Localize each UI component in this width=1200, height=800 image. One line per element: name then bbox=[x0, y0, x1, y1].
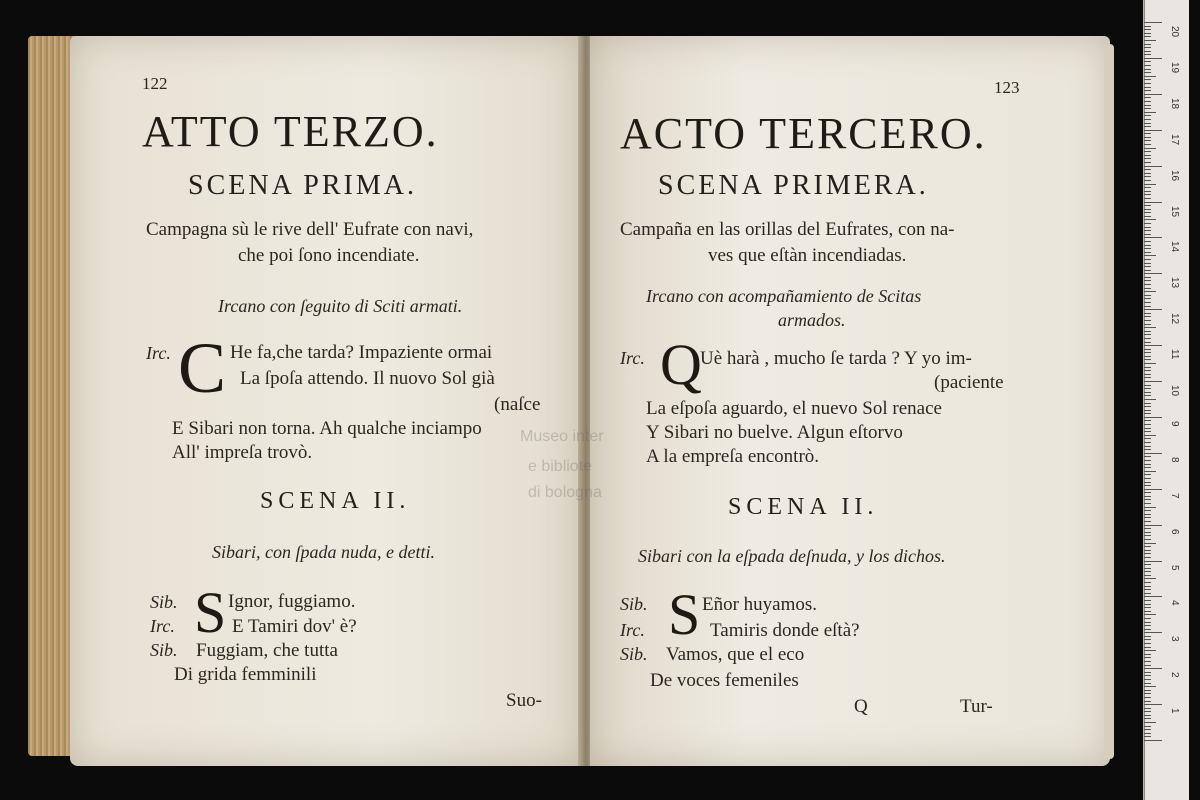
ruler-tick bbox=[1144, 69, 1151, 70]
ruler-tick bbox=[1144, 176, 1151, 177]
ruler-tick bbox=[1144, 352, 1151, 353]
ruler-tick bbox=[1144, 76, 1156, 77]
ruler-tick bbox=[1144, 442, 1151, 443]
ruler-tick bbox=[1144, 248, 1151, 249]
ruler-number: 11 bbox=[1169, 349, 1180, 360]
ruler-tick bbox=[1144, 496, 1151, 497]
ruler-tick bbox=[1144, 575, 1151, 576]
ruler-tick bbox=[1144, 449, 1151, 450]
ruler-tick bbox=[1144, 456, 1151, 457]
ruler-tick bbox=[1144, 33, 1151, 34]
ruler-tick bbox=[1144, 514, 1151, 515]
ruler-tick bbox=[1144, 79, 1151, 80]
ruler-tick bbox=[1144, 126, 1151, 127]
ruler-tick bbox=[1144, 718, 1151, 719]
ruler-tick bbox=[1144, 561, 1162, 562]
ruler-tick bbox=[1144, 263, 1151, 264]
ruler-tick bbox=[1144, 166, 1162, 167]
ruler-tick bbox=[1144, 654, 1151, 655]
ruler-tick bbox=[1144, 137, 1151, 138]
ruler-tick bbox=[1144, 47, 1151, 48]
ruler-tick bbox=[1144, 446, 1151, 447]
ruler-tick bbox=[1144, 130, 1162, 131]
verse-line: A la empreſa encontrò. bbox=[646, 446, 820, 467]
ruler-tick bbox=[1144, 36, 1151, 37]
measurement-ruler bbox=[1143, 0, 1189, 800]
ruler-tick bbox=[1144, 467, 1151, 468]
ruler-tick bbox=[1144, 668, 1162, 669]
ruler-tick bbox=[1144, 708, 1151, 709]
ruler-tick bbox=[1144, 406, 1151, 407]
ruler-edge bbox=[1144, 0, 1145, 800]
ruler-tick bbox=[1144, 568, 1151, 569]
ruler-tick bbox=[1144, 370, 1151, 371]
ruler-tick bbox=[1144, 586, 1151, 587]
ruler-tick bbox=[1144, 180, 1151, 181]
ruler-number: 1 bbox=[1169, 708, 1180, 714]
ruler-tick bbox=[1144, 280, 1151, 281]
ruler-tick bbox=[1144, 284, 1151, 285]
ruler-tick bbox=[1144, 420, 1151, 421]
ruler-tick bbox=[1144, 489, 1162, 490]
scene-setting-line: ves que eſtàn incendiadas. bbox=[708, 245, 907, 266]
ruler-tick bbox=[1144, 205, 1151, 206]
catchword: Tur- bbox=[960, 696, 993, 717]
ruler-tick bbox=[1144, 381, 1162, 382]
ruler-tick bbox=[1144, 51, 1151, 52]
ruler-tick bbox=[1144, 133, 1151, 134]
ruler-number: 16 bbox=[1169, 169, 1180, 181]
ruler-tick bbox=[1144, 532, 1151, 533]
ruler-tick bbox=[1144, 377, 1151, 378]
speaker-label: Sib. bbox=[620, 594, 648, 614]
ruler-tick bbox=[1144, 657, 1151, 658]
ruler-tick bbox=[1144, 596, 1162, 597]
ruler-tick bbox=[1144, 604, 1151, 605]
ruler-tick bbox=[1144, 650, 1156, 651]
ruler-number: 19 bbox=[1169, 61, 1180, 74]
ruler-tick bbox=[1144, 216, 1151, 217]
ruler-tick bbox=[1144, 571, 1151, 572]
ruler-tick bbox=[1144, 309, 1162, 310]
ruler-tick bbox=[1144, 510, 1151, 511]
ruler-tick bbox=[1144, 241, 1151, 242]
ruler-tick bbox=[1144, 252, 1151, 253]
act-title: ATTO TERZO. bbox=[142, 107, 439, 156]
ruler-tick bbox=[1144, 453, 1162, 454]
drop-cap: S bbox=[668, 582, 701, 647]
ruler-tick bbox=[1144, 155, 1151, 156]
ruler-tick bbox=[1144, 643, 1151, 644]
ruler-tick bbox=[1144, 736, 1151, 737]
watermark-line: Museo inter bbox=[520, 428, 604, 445]
ruler-tick bbox=[1144, 83, 1151, 84]
ruler-tick bbox=[1144, 316, 1151, 317]
drop-cap: Q bbox=[660, 332, 702, 397]
ruler-tick bbox=[1144, 173, 1151, 174]
ruler-number: 18 bbox=[1169, 97, 1180, 109]
ruler-tick bbox=[1144, 255, 1156, 256]
verse-line: La ſpoſa attendo. Il nuovo Sol già bbox=[240, 368, 495, 389]
ruler-tick bbox=[1144, 607, 1151, 608]
ruler-tick bbox=[1144, 417, 1162, 418]
ruler-tick bbox=[1144, 388, 1151, 389]
ruler-tick bbox=[1144, 119, 1151, 120]
ruler-tick bbox=[1144, 65, 1151, 66]
ruler-number: 10 bbox=[1169, 385, 1180, 397]
ruler-tick bbox=[1144, 187, 1151, 188]
ruler-tick bbox=[1144, 295, 1151, 296]
ruler-tick bbox=[1144, 543, 1156, 544]
ruler-tick bbox=[1144, 40, 1156, 41]
ruler-tick bbox=[1144, 399, 1156, 400]
scene-setting-line: che poi ſono incendiate. bbox=[238, 245, 420, 266]
ruler-tick bbox=[1144, 54, 1151, 55]
ruler-tick bbox=[1144, 58, 1162, 59]
ruler-tick bbox=[1144, 618, 1151, 619]
ruler-tick bbox=[1144, 108, 1151, 109]
ruler-tick bbox=[1144, 367, 1151, 368]
ruler-tick bbox=[1144, 26, 1151, 27]
scene-setting-line: Campaña en las orillas del Eufrates, con na- bbox=[620, 219, 955, 240]
signature-mark: Q bbox=[854, 696, 868, 717]
right-page bbox=[590, 36, 1110, 766]
ruler-tick bbox=[1144, 306, 1151, 307]
page-number: 122 bbox=[142, 74, 168, 93]
ruler-tick bbox=[1144, 564, 1151, 565]
ruler-tick bbox=[1144, 61, 1151, 62]
ruler-tick bbox=[1144, 288, 1151, 289]
verse-line: Di grida femminili bbox=[174, 664, 317, 685]
ruler-tick bbox=[1144, 704, 1162, 705]
ruler-tick bbox=[1144, 112, 1156, 113]
ruler-tick bbox=[1144, 611, 1151, 612]
speaker-label: Irc. bbox=[620, 620, 645, 640]
verse-line: E Sibari non torna. Ah qualche inciampo bbox=[172, 418, 482, 439]
ruler-tick bbox=[1144, 697, 1151, 698]
speaker-label: Irc. bbox=[146, 343, 171, 363]
ruler-tick bbox=[1144, 234, 1151, 235]
scene-heading: SCENA PRIMA. bbox=[188, 170, 417, 201]
ruler-number: 17 bbox=[1169, 133, 1180, 145]
ruler-tick bbox=[1144, 97, 1151, 98]
ruler-tick bbox=[1144, 639, 1151, 640]
ruler-tick bbox=[1144, 726, 1151, 727]
verse-line: Vamos, que el eco bbox=[666, 644, 805, 665]
ruler-tick bbox=[1144, 471, 1156, 472]
book-fore-edge bbox=[1104, 44, 1114, 759]
ruler-tick bbox=[1144, 629, 1151, 630]
ruler-tick bbox=[1144, 313, 1151, 314]
stage-direction: Sibari, con ſpada nuda, e detti. bbox=[212, 542, 435, 562]
catchword: Suo- bbox=[506, 690, 542, 711]
ruler-tick bbox=[1144, 582, 1151, 583]
stage-direction: Sibari con la eſpada deſnuda, y los dichos. bbox=[638, 546, 946, 566]
ruler-tick bbox=[1144, 105, 1151, 106]
ruler-tick bbox=[1144, 557, 1151, 558]
ruler-tick bbox=[1144, 209, 1151, 210]
ruler-tick bbox=[1144, 525, 1162, 526]
ruler-tick bbox=[1144, 22, 1162, 23]
ruler-tick bbox=[1144, 227, 1151, 228]
ruler-tick bbox=[1144, 622, 1151, 623]
ruler-tick bbox=[1144, 345, 1162, 346]
ruler-tick bbox=[1144, 338, 1151, 339]
ruler-tick bbox=[1144, 672, 1151, 673]
ruler-tick bbox=[1144, 363, 1156, 364]
ruler-tick bbox=[1144, 162, 1151, 163]
ruler-number: 5 bbox=[1169, 564, 1180, 571]
drop-cap: C bbox=[178, 328, 227, 408]
ruler-tick bbox=[1144, 474, 1151, 475]
speaker-label: Sib. bbox=[620, 644, 648, 664]
ruler-tick bbox=[1144, 632, 1162, 633]
scene-heading: SCENA II. bbox=[728, 494, 879, 520]
ruler-tick bbox=[1144, 29, 1151, 30]
ruler-tick bbox=[1144, 385, 1151, 386]
ruler-tick bbox=[1144, 198, 1151, 199]
ruler-tick bbox=[1144, 349, 1151, 350]
ruler-tick bbox=[1144, 428, 1151, 429]
verse-line: De voces femeniles bbox=[650, 670, 799, 691]
verse-line: Ignor, fuggiamo. bbox=[228, 591, 356, 612]
ruler-tick bbox=[1144, 158, 1151, 159]
stage-direction: armados. bbox=[778, 310, 846, 330]
ruler-tick bbox=[1144, 392, 1151, 393]
ruler-tick bbox=[1144, 482, 1151, 483]
ruler-tick bbox=[1144, 478, 1151, 479]
ruler-tick bbox=[1144, 87, 1151, 88]
ruler-tick bbox=[1144, 431, 1151, 432]
ruler-tick bbox=[1144, 539, 1151, 540]
scene-heading: SCENA PRIMERA. bbox=[658, 170, 929, 201]
ruler-tick bbox=[1144, 528, 1151, 529]
verse-line: Fuggiam, che tutta bbox=[196, 640, 338, 661]
verse-line: Y Sibari no buelve. Algun eſtorvo bbox=[646, 422, 903, 443]
ruler-tick bbox=[1144, 277, 1151, 278]
ruler-number: 8 bbox=[1169, 456, 1180, 463]
ruler-tick bbox=[1144, 438, 1151, 439]
verse-line: Tamiris donde eſtà? bbox=[710, 620, 860, 641]
ruler-tick bbox=[1144, 614, 1156, 615]
speaker-label: Sib. bbox=[150, 640, 178, 660]
speaker-label: Sib. bbox=[150, 592, 178, 612]
verse-line: (paciente bbox=[934, 372, 1004, 393]
ruler-tick bbox=[1144, 331, 1151, 332]
ruler-tick bbox=[1144, 144, 1151, 145]
ruler-tick bbox=[1144, 729, 1151, 730]
speaker-label: Irc. bbox=[150, 616, 175, 636]
ruler-tick bbox=[1144, 169, 1151, 170]
ruler-tick bbox=[1144, 90, 1151, 91]
ruler-tick bbox=[1144, 291, 1156, 292]
scene-heading: SCENA II. bbox=[260, 488, 411, 514]
verse-line: La eſpoſa aguardo, el nuevo Sol renace bbox=[646, 398, 942, 419]
ruler-tick bbox=[1144, 94, 1162, 95]
book-page-edges bbox=[28, 36, 76, 756]
verse-line: Eñor huyamos. bbox=[702, 594, 818, 615]
left-page bbox=[70, 36, 582, 766]
ruler-tick bbox=[1144, 334, 1151, 335]
ruler-tick bbox=[1144, 521, 1151, 522]
ruler-number: 14 bbox=[1169, 241, 1180, 253]
ruler-tick bbox=[1144, 230, 1151, 231]
ruler-tick bbox=[1144, 115, 1151, 116]
ruler-tick bbox=[1144, 435, 1156, 436]
ruler-tick bbox=[1144, 546, 1151, 547]
ruler-number: 12 bbox=[1169, 313, 1180, 325]
ruler-tick bbox=[1144, 184, 1156, 185]
ruler-tick bbox=[1144, 675, 1151, 676]
watermark-line: e bibliote bbox=[528, 458, 593, 475]
ruler-tick bbox=[1144, 245, 1151, 246]
ruler-tick bbox=[1144, 140, 1151, 141]
page-number: 123 bbox=[994, 78, 1020, 97]
ruler-tick bbox=[1144, 202, 1162, 203]
ruler-tick bbox=[1144, 356, 1151, 357]
stage-direction: Ircano con acompañamiento de Scitas bbox=[646, 286, 922, 306]
ruler-tick bbox=[1144, 492, 1151, 493]
ruler-tick bbox=[1144, 302, 1151, 303]
ruler-tick bbox=[1144, 342, 1151, 343]
ruler-tick bbox=[1144, 499, 1151, 500]
verse-line: All' impreſa trovò. bbox=[172, 442, 313, 463]
verse-line: E Tamiri dov' è? bbox=[232, 616, 357, 637]
ruler-number: 4 bbox=[1169, 600, 1180, 606]
ruler-tick bbox=[1144, 693, 1151, 694]
ruler-tick bbox=[1144, 647, 1151, 648]
ruler-tick bbox=[1144, 320, 1151, 321]
ruler-tick bbox=[1144, 690, 1151, 691]
ruler-tick bbox=[1144, 359, 1151, 360]
stage-direction: Ircano con ſeguito di Sciti armati. bbox=[218, 296, 463, 316]
ruler-tick bbox=[1144, 298, 1151, 299]
ruler-tick bbox=[1144, 374, 1151, 375]
act-title: ACTO TERCERO. bbox=[620, 109, 987, 158]
ruler-tick bbox=[1144, 665, 1151, 666]
ruler-number: 15 bbox=[1169, 205, 1180, 217]
ruler-tick bbox=[1144, 191, 1151, 192]
ruler-tick bbox=[1144, 101, 1151, 102]
verse-line: (naſce bbox=[494, 394, 541, 415]
ruler-tick bbox=[1144, 553, 1151, 554]
ruler-tick bbox=[1144, 424, 1151, 425]
watermark-line: di bologna bbox=[528, 484, 602, 501]
ruler-tick bbox=[1144, 593, 1151, 594]
ruler-tick bbox=[1144, 686, 1156, 687]
ruler-tick bbox=[1144, 460, 1151, 461]
verse-line: He fa,che tarda? Impaziente ormai bbox=[230, 342, 493, 363]
ruler-tick bbox=[1144, 151, 1151, 152]
ruler-tick bbox=[1144, 327, 1156, 328]
ruler-tick bbox=[1144, 625, 1151, 626]
ruler-tick bbox=[1144, 661, 1151, 662]
ruler-tick bbox=[1144, 395, 1151, 396]
ruler-tick bbox=[1144, 715, 1151, 716]
ruler-tick bbox=[1144, 711, 1151, 712]
ruler-number: 13 bbox=[1169, 277, 1180, 289]
ruler-tick bbox=[1144, 194, 1151, 195]
ruler-tick bbox=[1144, 410, 1151, 411]
ruler-number: 3 bbox=[1169, 636, 1180, 642]
ruler-tick bbox=[1144, 517, 1151, 518]
ruler-tick bbox=[1144, 324, 1151, 325]
ruler-tick bbox=[1144, 403, 1151, 404]
ruler-tick bbox=[1144, 266, 1151, 267]
ruler-tick bbox=[1144, 701, 1151, 702]
ruler-tick bbox=[1144, 123, 1151, 124]
ruler-tick bbox=[1144, 212, 1151, 213]
ruler-tick bbox=[1144, 578, 1156, 579]
ruler-number: 7 bbox=[1169, 492, 1180, 499]
ruler-tick bbox=[1144, 413, 1151, 414]
drop-cap: S bbox=[194, 580, 227, 645]
ruler-number: 9 bbox=[1169, 420, 1180, 427]
speaker-label: Irc. bbox=[620, 348, 645, 368]
ruler-tick bbox=[1144, 503, 1151, 504]
scene-setting-line: Campagna sù le rive dell' Eufrate con navi, bbox=[146, 219, 474, 240]
ruler-tick bbox=[1144, 237, 1162, 238]
ruler-tick bbox=[1144, 485, 1151, 486]
ruler-tick bbox=[1144, 507, 1156, 508]
ruler-tick bbox=[1144, 600, 1151, 601]
ruler-number: 20 bbox=[1169, 26, 1180, 38]
ruler-number: 6 bbox=[1169, 528, 1180, 535]
ruler-tick bbox=[1144, 679, 1151, 680]
ruler-tick bbox=[1144, 72, 1151, 73]
ruler-tick bbox=[1144, 535, 1151, 536]
ruler-tick bbox=[1144, 589, 1151, 590]
verse-line: Uè harà , mucho ſe tarda ? Y yo im- bbox=[700, 348, 972, 369]
ruler-tick bbox=[1144, 722, 1156, 723]
ruler-tick bbox=[1144, 270, 1151, 271]
ruler-tick bbox=[1144, 550, 1151, 551]
ruler-tick bbox=[1144, 740, 1162, 741]
ruler-number: 2 bbox=[1169, 672, 1180, 678]
ruler-tick bbox=[1144, 259, 1151, 260]
ruler-tick bbox=[1144, 464, 1151, 465]
ruler-tick bbox=[1144, 273, 1162, 274]
ruler-tick bbox=[1144, 219, 1156, 220]
ruler-tick bbox=[1144, 223, 1151, 224]
ruler-tick bbox=[1144, 683, 1151, 684]
ruler-tick bbox=[1144, 636, 1151, 637]
ruler-tick bbox=[1144, 733, 1151, 734]
ruler-tick bbox=[1144, 148, 1156, 149]
ruler-tick bbox=[1144, 44, 1151, 45]
